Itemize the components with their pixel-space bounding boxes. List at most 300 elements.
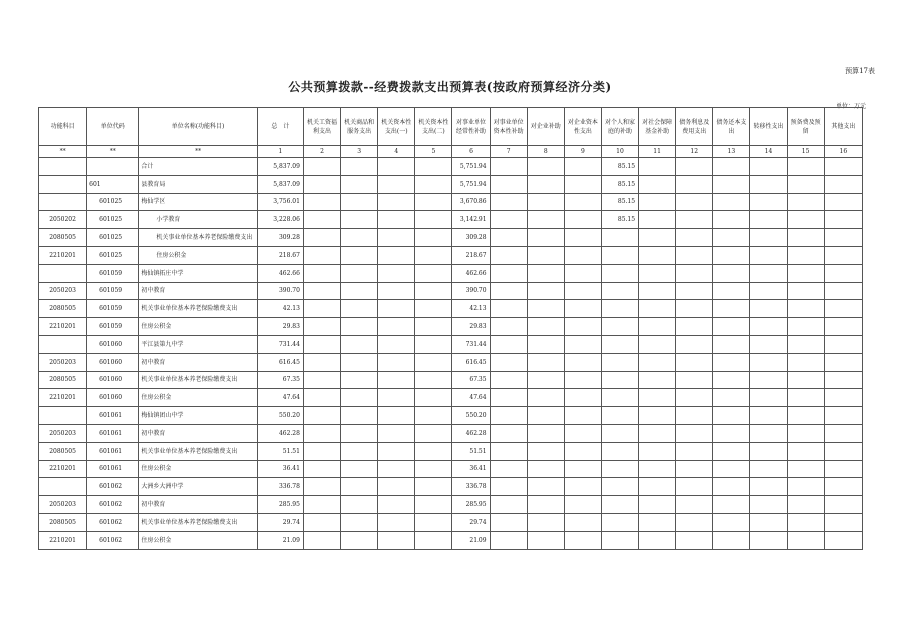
public-institution-subsidy-cell: 67.35 — [452, 371, 490, 389]
empty-cell — [527, 282, 564, 300]
empty-cell — [713, 460, 750, 478]
unit-name-cell: 小学教育 — [139, 211, 257, 229]
empty-cell — [303, 282, 340, 300]
household-subsidy-cell: 85.15 — [601, 211, 638, 229]
empty-cell — [676, 353, 713, 371]
empty-cell — [639, 158, 676, 176]
empty-cell — [713, 158, 750, 176]
empty-cell — [378, 442, 415, 460]
index-cell: ** — [139, 146, 257, 158]
empty-cell — [415, 442, 452, 460]
col-header: 功能科目 — [39, 108, 87, 146]
col-header: 机关资本性支出(二) — [415, 108, 452, 146]
unit-name-cell: 机关事业单位基本养老保险缴费支出 — [139, 371, 257, 389]
total-cell: 616.45 — [257, 353, 303, 371]
empty-cell — [527, 158, 564, 176]
empty-cell — [787, 229, 824, 247]
index-cell: 1 — [257, 146, 303, 158]
empty-cell — [564, 531, 601, 549]
public-institution-subsidy-cell: 285.95 — [452, 496, 490, 514]
empty-cell — [564, 158, 601, 176]
total-cell: 5,837.09 — [257, 175, 303, 193]
empty-cell — [787, 211, 824, 229]
col-header: 对事业单位资本性补助 — [490, 108, 527, 146]
total-cell: 218.67 — [257, 246, 303, 264]
empty-cell — [564, 300, 601, 318]
col-header: 总 计 — [257, 108, 303, 146]
empty-cell — [303, 513, 340, 531]
empty-cell — [303, 300, 340, 318]
empty-cell — [490, 371, 527, 389]
empty-cell — [564, 478, 601, 496]
empty-cell — [341, 175, 378, 193]
empty-cell — [639, 264, 676, 282]
empty-cell — [750, 175, 787, 193]
empty-cell — [415, 193, 452, 211]
col-header: 转移性支出 — [750, 108, 787, 146]
unit-code-cell: 601059 — [87, 318, 139, 336]
empty-cell — [713, 389, 750, 407]
empty-cell — [378, 371, 415, 389]
empty-cell — [341, 335, 378, 353]
empty-cell — [378, 460, 415, 478]
empty-cell — [713, 424, 750, 442]
empty-cell — [564, 442, 601, 460]
empty-cell — [490, 407, 527, 425]
empty-cell — [750, 371, 787, 389]
function-code-cell: 2210201 — [39, 460, 87, 478]
index-cell: 5 — [415, 146, 452, 158]
unit-name-cell: 初中教育 — [139, 282, 257, 300]
empty-cell — [787, 353, 824, 371]
empty-cell — [378, 282, 415, 300]
household-subsidy-cell — [601, 318, 638, 336]
empty-cell — [639, 513, 676, 531]
empty-cell — [490, 442, 527, 460]
function-code-cell: 2080505 — [39, 229, 87, 247]
empty-cell — [341, 442, 378, 460]
unit-code-cell: 601062 — [87, 496, 139, 514]
empty-cell — [341, 371, 378, 389]
empty-cell — [824, 389, 862, 407]
empty-cell — [527, 513, 564, 531]
empty-cell — [527, 211, 564, 229]
empty-cell — [341, 478, 378, 496]
empty-cell — [676, 211, 713, 229]
unit-code-cell: 601060 — [87, 371, 139, 389]
empty-cell — [490, 193, 527, 211]
empty-cell — [713, 371, 750, 389]
public-institution-subsidy-cell: 3,142.91 — [452, 211, 490, 229]
public-institution-subsidy-cell: 218.67 — [452, 246, 490, 264]
table-row — [39, 246, 863, 264]
household-subsidy-cell — [601, 424, 638, 442]
index-cell: 10 — [601, 146, 638, 158]
empty-cell — [750, 353, 787, 371]
index-cell: 6 — [452, 146, 490, 158]
function-code-cell — [39, 158, 87, 176]
empty-cell — [527, 175, 564, 193]
unit-name-cell: 住房公积金 — [139, 460, 257, 478]
total-cell: 390.70 — [257, 282, 303, 300]
empty-cell — [378, 300, 415, 318]
empty-cell — [639, 300, 676, 318]
empty-cell — [564, 211, 601, 229]
empty-cell — [341, 353, 378, 371]
table-row — [39, 496, 863, 514]
unit-code-cell: 601061 — [87, 460, 139, 478]
unit-name-cell: 梅仙镇团山中学 — [139, 407, 257, 425]
empty-cell — [527, 478, 564, 496]
table-row — [39, 531, 863, 549]
empty-cell — [415, 264, 452, 282]
empty-cell — [713, 407, 750, 425]
unit-code-cell: 601060 — [87, 335, 139, 353]
empty-cell — [415, 335, 452, 353]
empty-cell — [750, 531, 787, 549]
empty-cell — [713, 478, 750, 496]
empty-cell — [787, 442, 824, 460]
function-code-cell: 2050202 — [39, 211, 87, 229]
empty-cell — [341, 424, 378, 442]
empty-cell — [676, 318, 713, 336]
household-subsidy-cell — [601, 300, 638, 318]
empty-cell — [750, 300, 787, 318]
empty-cell — [490, 300, 527, 318]
empty-cell — [415, 496, 452, 514]
col-header: 对社会保障基金补助 — [639, 108, 676, 146]
empty-cell — [824, 496, 862, 514]
empty-cell — [787, 424, 824, 442]
empty-cell — [750, 246, 787, 264]
empty-cell — [527, 335, 564, 353]
empty-cell — [415, 407, 452, 425]
page-title: 公共预算拨款--经费拨款支出预算表(按政府预算经济分类) — [288, 80, 612, 94]
empty-cell — [564, 264, 601, 282]
unit-name-cell: 初中教育 — [139, 424, 257, 442]
col-header: 机关商品和服务支出 — [341, 108, 378, 146]
empty-cell — [564, 353, 601, 371]
empty-cell — [378, 246, 415, 264]
unit-code-cell: 601062 — [87, 513, 139, 531]
empty-cell — [787, 246, 824, 264]
empty-cell — [750, 389, 787, 407]
empty-cell — [639, 193, 676, 211]
public-institution-subsidy-cell: 42.13 — [452, 300, 490, 318]
total-cell: 29.74 — [257, 513, 303, 531]
empty-cell — [490, 158, 527, 176]
empty-cell — [713, 300, 750, 318]
household-subsidy-cell — [601, 371, 638, 389]
empty-cell — [676, 407, 713, 425]
empty-cell — [750, 407, 787, 425]
empty-cell — [750, 211, 787, 229]
empty-cell — [490, 175, 527, 193]
empty-cell — [750, 158, 787, 176]
empty-cell — [713, 229, 750, 247]
total-cell: 51.51 — [257, 442, 303, 460]
empty-cell — [824, 353, 862, 371]
public-institution-subsidy-cell: 5,751.94 — [452, 158, 490, 176]
empty-cell — [676, 531, 713, 549]
unit-name-cell: 住房公积金 — [139, 246, 257, 264]
empty-cell — [527, 300, 564, 318]
empty-cell — [415, 318, 452, 336]
household-subsidy-cell — [601, 282, 638, 300]
unit-code-cell: 601059 — [87, 264, 139, 282]
empty-cell — [527, 229, 564, 247]
household-subsidy-cell — [601, 496, 638, 514]
unit-code-cell: 601062 — [87, 531, 139, 549]
empty-cell — [787, 175, 824, 193]
empty-cell — [564, 424, 601, 442]
unit-name-cell: 住房公积金 — [139, 389, 257, 407]
table-row — [39, 389, 863, 407]
empty-cell — [564, 246, 601, 264]
empty-cell — [490, 478, 527, 496]
empty-cell — [341, 211, 378, 229]
empty-cell — [787, 407, 824, 425]
unit-name-cell: 机关事业单位基本养老保险缴费支出 — [139, 229, 257, 247]
function-code-cell: 2050203 — [39, 496, 87, 514]
empty-cell — [713, 211, 750, 229]
empty-cell — [787, 193, 824, 211]
empty-cell — [713, 496, 750, 514]
total-cell: 3,228.06 — [257, 211, 303, 229]
household-subsidy-cell — [601, 513, 638, 531]
empty-cell — [378, 496, 415, 514]
function-code-cell — [39, 478, 87, 496]
empty-cell — [527, 407, 564, 425]
empty-cell — [676, 513, 713, 531]
unit-name-cell: 机关事业单位基本养老保险缴费支出 — [139, 513, 257, 531]
empty-cell — [824, 478, 862, 496]
empty-cell — [378, 353, 415, 371]
empty-cell — [341, 513, 378, 531]
function-code-cell: 2080505 — [39, 513, 87, 531]
empty-cell — [490, 424, 527, 442]
public-institution-subsidy-cell: 29.83 — [452, 318, 490, 336]
empty-cell — [676, 264, 713, 282]
unit-name-cell: 初中教育 — [139, 353, 257, 371]
empty-cell — [378, 335, 415, 353]
empty-cell — [303, 158, 340, 176]
unit-code-cell: 601061 — [87, 424, 139, 442]
unit-name-cell: 初中教育 — [139, 496, 257, 514]
empty-cell — [750, 442, 787, 460]
table-row — [39, 318, 863, 336]
total-cell: 731.44 — [257, 335, 303, 353]
empty-cell — [303, 211, 340, 229]
total-cell: 47.64 — [257, 389, 303, 407]
empty-cell — [639, 531, 676, 549]
public-institution-subsidy-cell: 616.45 — [452, 353, 490, 371]
empty-cell — [303, 478, 340, 496]
table-row — [39, 335, 863, 353]
empty-cell — [490, 264, 527, 282]
empty-cell — [378, 318, 415, 336]
empty-cell — [676, 478, 713, 496]
empty-cell — [750, 478, 787, 496]
total-cell: 5,837.09 — [257, 158, 303, 176]
household-subsidy-cell — [601, 531, 638, 549]
total-cell: 462.66 — [257, 264, 303, 282]
function-code-cell: 2210201 — [39, 246, 87, 264]
function-code-cell — [39, 264, 87, 282]
empty-cell — [564, 407, 601, 425]
total-cell: 21.09 — [257, 531, 303, 549]
empty-cell — [527, 460, 564, 478]
unit-name-cell: 合计 — [139, 158, 257, 176]
table-row — [39, 211, 863, 229]
empty-cell — [490, 335, 527, 353]
empty-cell — [341, 407, 378, 425]
unit-name-cell: 县教育局 — [139, 175, 257, 193]
empty-cell — [564, 513, 601, 531]
empty-cell — [639, 175, 676, 193]
household-subsidy-cell — [601, 407, 638, 425]
empty-cell — [303, 229, 340, 247]
empty-cell — [527, 318, 564, 336]
empty-cell — [787, 460, 824, 478]
empty-cell — [527, 496, 564, 514]
empty-cell — [713, 264, 750, 282]
empty-cell — [303, 193, 340, 211]
empty-cell — [639, 371, 676, 389]
empty-cell — [750, 264, 787, 282]
empty-cell — [415, 460, 452, 478]
empty-cell — [490, 531, 527, 549]
empty-cell — [824, 264, 862, 282]
table-row — [39, 282, 863, 300]
budget-table — [38, 107, 863, 550]
empty-cell — [527, 389, 564, 407]
public-institution-subsidy-cell: 309.28 — [452, 229, 490, 247]
empty-cell — [415, 229, 452, 247]
empty-cell — [378, 389, 415, 407]
empty-cell — [490, 246, 527, 264]
household-subsidy-cell — [601, 335, 638, 353]
empty-cell — [676, 158, 713, 176]
household-subsidy-cell — [601, 229, 638, 247]
empty-cell — [713, 335, 750, 353]
empty-cell — [750, 335, 787, 353]
empty-cell — [415, 211, 452, 229]
col-header: 对个人和家庭的补助 — [601, 108, 638, 146]
total-cell: 336.78 — [257, 478, 303, 496]
empty-cell — [303, 246, 340, 264]
total-cell: 29.83 — [257, 318, 303, 336]
empty-cell — [824, 211, 862, 229]
empty-cell — [415, 246, 452, 264]
table-row — [39, 371, 863, 389]
empty-cell — [564, 318, 601, 336]
unit-code-cell: 601059 — [87, 282, 139, 300]
total-cell: 67.35 — [257, 371, 303, 389]
empty-cell — [303, 424, 340, 442]
empty-cell — [750, 193, 787, 211]
index-cell: 11 — [639, 146, 676, 158]
empty-cell — [341, 246, 378, 264]
empty-cell — [713, 175, 750, 193]
empty-cell — [713, 318, 750, 336]
empty-cell — [303, 442, 340, 460]
empty-cell — [303, 335, 340, 353]
empty-cell — [415, 424, 452, 442]
empty-cell — [639, 389, 676, 407]
empty-cell — [415, 300, 452, 318]
empty-cell — [639, 424, 676, 442]
unit-name-cell: 机关事业单位基本养老保险缴费支出 — [139, 300, 257, 318]
public-institution-subsidy-cell: 550.20 — [452, 407, 490, 425]
empty-cell — [824, 193, 862, 211]
col-header: 对企业资本性支出 — [564, 108, 601, 146]
empty-cell — [490, 318, 527, 336]
table-row — [39, 229, 863, 247]
empty-cell — [564, 389, 601, 407]
empty-cell — [341, 158, 378, 176]
empty-cell — [303, 318, 340, 336]
empty-cell — [303, 496, 340, 514]
empty-cell — [303, 407, 340, 425]
empty-cell — [527, 442, 564, 460]
empty-cell — [824, 442, 862, 460]
empty-cell — [527, 353, 564, 371]
table-row — [39, 442, 863, 460]
function-code-cell: 2210201 — [39, 389, 87, 407]
empty-cell — [639, 318, 676, 336]
public-institution-subsidy-cell: 47.64 — [452, 389, 490, 407]
index-cell: 8 — [527, 146, 564, 158]
empty-cell — [303, 371, 340, 389]
empty-cell — [639, 211, 676, 229]
empty-cell — [787, 318, 824, 336]
empty-cell — [415, 175, 452, 193]
empty-cell — [787, 264, 824, 282]
empty-cell — [676, 424, 713, 442]
unit-code-cell: 601025 — [87, 229, 139, 247]
col-header: 单位代码 — [87, 108, 139, 146]
unit-name-cell: 住房公积金 — [139, 531, 257, 549]
empty-cell — [303, 531, 340, 549]
document-reference: 预算17表 — [845, 67, 875, 75]
table-row — [39, 193, 863, 211]
household-subsidy-cell — [601, 442, 638, 460]
empty-cell — [713, 282, 750, 300]
empty-cell — [378, 531, 415, 549]
public-institution-subsidy-cell: 731.44 — [452, 335, 490, 353]
empty-cell — [490, 513, 527, 531]
table-row — [39, 300, 863, 318]
index-cell: 4 — [378, 146, 415, 158]
col-header: 单位名称(功能科目) — [139, 108, 257, 146]
public-institution-subsidy-cell: 5,751.94 — [452, 175, 490, 193]
function-code-cell: 2080505 — [39, 442, 87, 460]
index-cell: 3 — [341, 146, 378, 158]
empty-cell — [676, 496, 713, 514]
empty-cell — [676, 193, 713, 211]
index-cell: 12 — [676, 146, 713, 158]
empty-cell — [676, 335, 713, 353]
empty-cell — [824, 300, 862, 318]
empty-cell — [378, 229, 415, 247]
empty-cell — [564, 460, 601, 478]
function-code-cell: 2210201 — [39, 318, 87, 336]
col-header: 机关资本性支出(一) — [378, 108, 415, 146]
index-cell: 2 — [303, 146, 340, 158]
total-cell: 285.95 — [257, 496, 303, 514]
total-cell: 3,756.01 — [257, 193, 303, 211]
